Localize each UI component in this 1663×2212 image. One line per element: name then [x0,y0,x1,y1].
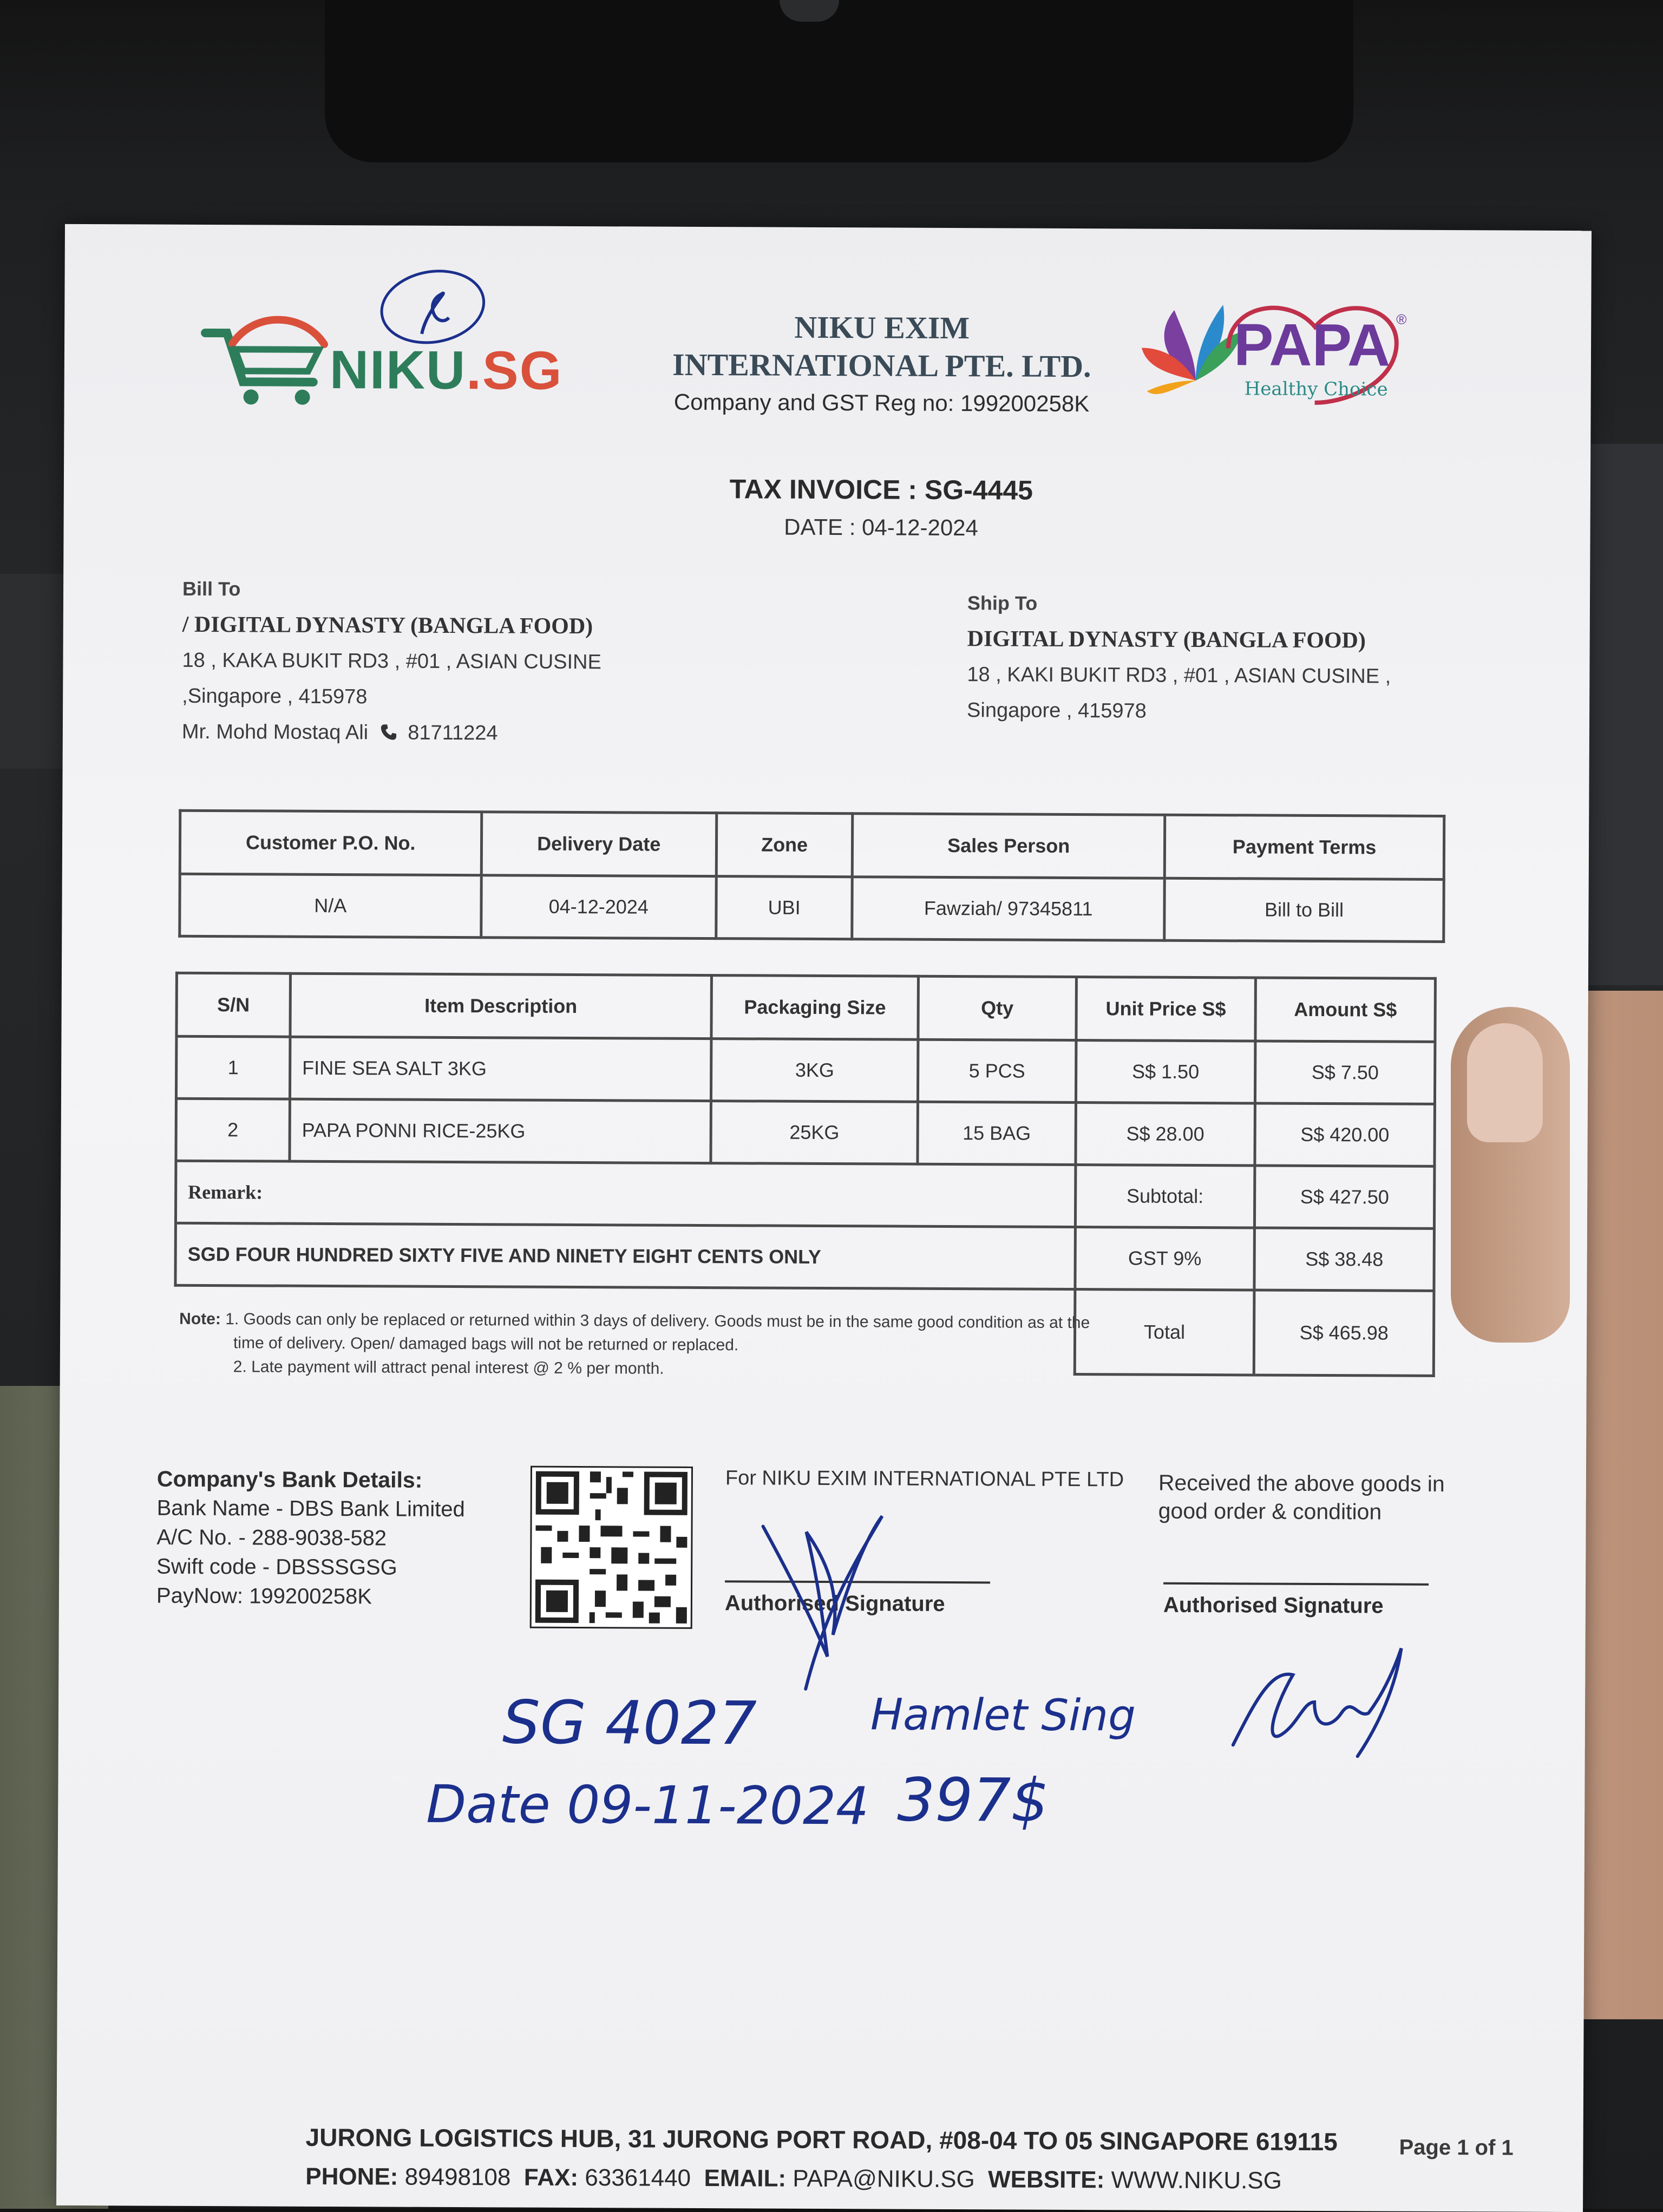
footer-fax: 63361440 [585,2164,691,2191]
gst-row [175,1223,1434,1291]
item-description: FINE SEA SALT 3KG [290,1037,711,1101]
signature-line-right [1163,1582,1429,1586]
company-name: NIKU EXIM INTERNATIONAL PTE. LTD. [672,309,1091,384]
paynow-qr-code[interactable] [530,1466,693,1629]
items-header-row [176,973,1435,1042]
item-amount: S$ 7.50 [1255,1041,1435,1104]
papa-tagline: Healthy Choice [1244,378,1388,401]
pen-doodle-mark [373,263,493,367]
item-packaging: 25KG [711,1101,918,1164]
ship-to-block [967,585,1509,730]
bank-details [156,1464,465,1612]
receiver-signature [1222,1637,1418,1778]
for-company-label: For NIKU EXIM INTERNATIONAL PTE LTD [725,1467,1124,1491]
col-description: Item Description [290,973,712,1038]
item-amount: S$ 420.00 [1255,1103,1435,1166]
col-qty: Qty [918,976,1076,1040]
sales-person-value: Fawziah/ 97345811 [852,877,1164,941]
item-packaging: 3KG [711,1039,918,1102]
bill-to-phone: 81711224 [408,721,498,745]
bill-to-contact-row [182,714,723,752]
col-amount: Amount S$ [1255,978,1435,1042]
gst-label: GST 9% [1075,1227,1254,1290]
remark-label: Remark: [175,1161,1075,1227]
company-reg-no: Company and GST Reg no: 199200258K [673,389,1090,417]
note-1: Note: 1. Goods can only be replaced or returned within 3 days of delivery. Goods must be in the same good condition as at the time of delivery. Open/ damaged bags will not be returned or replaced. [179,1310,1090,1354]
ship-to-name: DIGITAL DYNASTY (BANGLA FOOD) [967,626,1366,653]
order-info-table [178,809,1445,943]
papa-logo-text: PAPA [1233,311,1391,379]
papa-logo [1136,288,1418,419]
payment-terms-value: Bill to Bill [1164,878,1444,941]
table-row [176,1098,1435,1166]
item-unit-price: S$ 28.00 [1075,1103,1255,1166]
notes-block [179,1307,1100,1383]
total-label: Total [1075,1290,1254,1375]
niku-logo-text: NIKU.SG [329,339,563,401]
note-2: 2. Late payment will attract penal interest @ 2 % per month. [233,1358,664,1378]
handwritten-amount: 397$ [897,1765,1049,1835]
bill-to-line1: 18 , KAKA BUKIT RD3 , #01 , ASIAN CUSINE [182,649,601,674]
table-row [176,1036,1435,1104]
item-qty: 15 BAG [918,1102,1076,1164]
col-sales-person: Sales Person [853,814,1165,879]
order-header-row [180,810,1444,879]
footer-phone: 89498108 [404,2163,511,2191]
col-unit-price: Unit Price S$ [1076,977,1255,1041]
zone-value: UBI [716,876,853,939]
bill-to-contact: Mr. Mohd Mostaq Ali [181,720,369,744]
subtotal-label: Subtotal: [1075,1165,1255,1228]
col-customer-po: Customer P.O. No. [180,810,481,875]
subtotal-row [175,1161,1434,1228]
company-signature [741,1494,904,1711]
authorised-signature-right: Authorised Signature [1163,1593,1384,1618]
invoice-date: DATE : 04-12-2024 [784,514,979,541]
footer-address: JURONG LOGISTICS HUB, 31 JURONG PORT ROAD, #08-04 TO 05 SINGAPORE 619115 [305,2123,1338,2156]
bill-to-name: / DIGITAL DYNASTY (BANGLA FOOD) [182,612,593,639]
car-seat-background [325,0,1353,162]
bank-account: A/C No. - 288-9038-582 [156,1525,387,1550]
col-zone: Zone [716,813,853,877]
item-unit-price: S$ 1.50 [1076,1040,1255,1103]
ship-to-line2: Singapore , 415978 [967,699,1147,723]
bank-swift: Swift code - DBSSSGSG [156,1554,397,1580]
col-delivery-date: Delivery Date [481,812,717,876]
handwritten-ref: SG 4027 [502,1687,757,1758]
phone-icon [379,723,398,741]
bank-name: Bank Name - DBS Bank Limited [156,1496,465,1522]
authorised-signature-left: Authorised Signature [724,1591,945,1616]
ship-to-line1: 18 , KAKI BUKIT RD3 , #01 , ASIAN CUSINE , [967,663,1391,688]
amount-in-words: SGD FOUR HUNDRED SIXTY FIVE AND NINETY EIGHT CENTS ONLY [175,1223,1075,1289]
registered-mark: ® [1396,311,1407,328]
footer-contact: PHONE: 89498108 FAX: 63361440 EMAIL: PAPA@NIKU.SG WEBSITE: WWW.NIKU.SG [305,2163,1282,2194]
thumbnail-nail [1467,1023,1543,1142]
col-sn: S/N [176,973,290,1037]
bank-paynow: PayNow: 199200258K [156,1583,372,1609]
invoice-title: TAX INVOICE : SG-4445 [729,474,1033,506]
shopping-cart-icon [194,300,336,409]
niku-logo [194,300,563,410]
handwritten-name: Hamlet Sing [870,1689,1136,1741]
item-qty: 5 PCS [918,1039,1076,1102]
item-sn: 2 [176,1098,290,1161]
received-goods-text: Received the above goods in good order & condition [1158,1470,1445,1524]
page-number: Page 1 of 1 [1399,2135,1514,2160]
order-value-row [180,874,1444,941]
total-value: S$ 465.98 [1254,1290,1434,1376]
note-label: Note: [179,1310,221,1328]
bill-to-line2: ,Singapore , 415978 [182,684,368,709]
bill-to-block [182,571,724,752]
bill-to-label: Bill To [182,577,241,600]
gst-value: S$ 38.48 [1254,1228,1434,1291]
handwritten-date: Date 09-11-2024 [426,1773,869,1837]
footer-email[interactable]: PAPA@NIKU.SG [793,2165,975,2193]
item-description: PAPA PONNI RICE-25KG [290,1099,711,1163]
invoice-paper [56,224,1592,2212]
col-packaging: Packaging Size [711,976,919,1040]
delivery-date-value: 04-12-2024 [481,875,716,939]
item-sn: 1 [176,1036,290,1099]
footer-website[interactable]: WWW.NIKU.SG [1111,2167,1282,2194]
bank-heading: Company's Bank Details: [156,1466,423,1493]
ship-to-label: Ship To [967,592,1038,614]
customer-po-value: N/A [180,874,481,937]
subtotal-value: S$ 427.50 [1255,1166,1435,1228]
col-payment-terms: Payment Terms [1164,815,1444,879]
